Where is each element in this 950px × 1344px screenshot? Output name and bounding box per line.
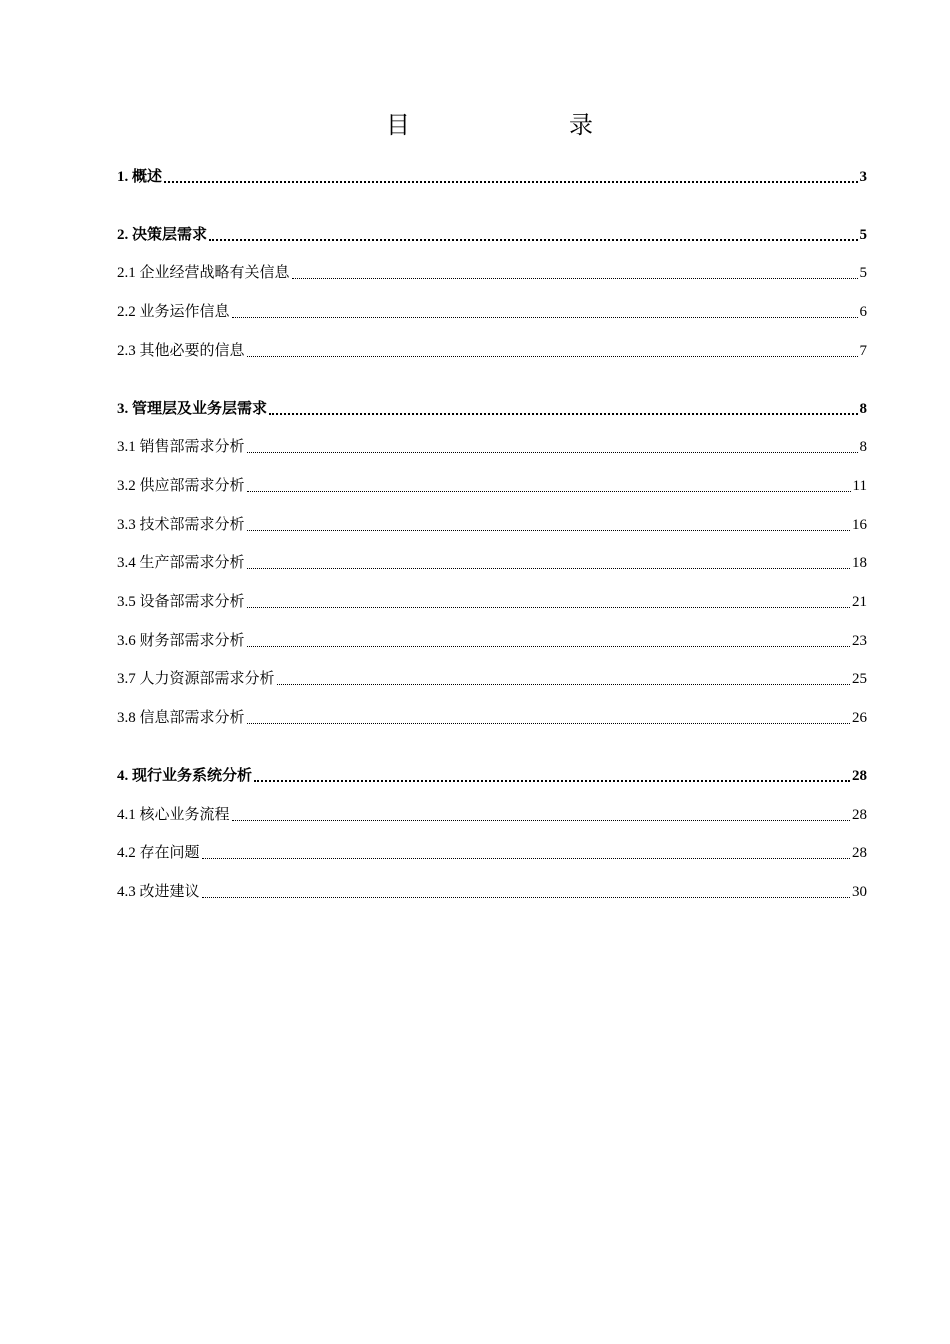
toc-entry[interactable]: [117, 298, 867, 322]
toc-entry[interactable]: [117, 221, 867, 245]
toc-entry[interactable]: [117, 878, 867, 902]
toc-entry-label: 4. 现行业务系统分析: [117, 768, 253, 784]
toc-leader-dots: [232, 317, 858, 318]
toc-entry[interactable]: [117, 511, 867, 535]
toc-entry-label: 4.2 存在问题: [117, 845, 200, 861]
toc-entry-label: 3.2 供应部需求分析: [117, 478, 245, 494]
toc-leader-dots: [247, 723, 850, 724]
toc-entry-label: 4.3 改进建议: [117, 884, 200, 900]
toc-entry-label: 2.2 业务运作信息: [117, 304, 230, 320]
toc-entry-label: 3.4 生产部需求分析: [117, 555, 245, 571]
toc-leader-dots: [254, 780, 850, 782]
toc-entry[interactable]: [117, 665, 867, 689]
toc-leader-dots: [277, 684, 850, 685]
toc-entry-label: 2. 决策层需求: [117, 227, 208, 243]
toc-entry-label: 3. 管理层及业务层需求: [117, 401, 268, 417]
toc-leader-dots: [247, 356, 858, 357]
toc-entry-page: 8: [859, 401, 867, 417]
toc-entry-page: 18: [852, 555, 867, 571]
toc-entry[interactable]: [117, 337, 867, 361]
toc-leader-dots: [247, 646, 850, 647]
toc-leader-dots: [202, 858, 850, 859]
toc-entry-label: 4.1 核心业务流程: [117, 807, 230, 823]
toc-entry-page: 28: [852, 768, 867, 784]
toc-entry-label: 2.1 企业经营战略有关信息: [117, 265, 290, 281]
toc-entry-label: 3.1 销售部需求分析: [117, 439, 245, 455]
toc-entry[interactable]: [117, 627, 867, 651]
toc-entry-page: 25: [852, 671, 867, 687]
toc-entry[interactable]: [117, 549, 867, 573]
toc-leader-dots: [292, 278, 858, 279]
toc-entry-page: 6: [859, 304, 867, 320]
toc-leader-dots: [247, 452, 858, 453]
toc-entry-page: 28: [852, 807, 867, 823]
toc-entry[interactable]: [117, 704, 867, 728]
toc-leader-dots: [202, 897, 850, 898]
toc-entry-label: 3.5 设备部需求分析: [117, 594, 245, 610]
toc-entry-label: 3.3 技术部需求分析: [117, 517, 245, 533]
toc-entry[interactable]: [117, 433, 867, 457]
toc-title: [0, 108, 950, 142]
toc-entry-label: 3.7 人力资源部需求分析: [117, 671, 275, 687]
toc-entry-page: 23: [852, 633, 867, 649]
toc-entry-page: 11: [852, 478, 867, 494]
toc-leader-dots: [232, 820, 850, 821]
toc-entry[interactable]: [117, 163, 867, 187]
toc-leader-dots: [247, 530, 850, 531]
toc-entry-page: 7: [859, 343, 867, 359]
toc-entry[interactable]: [117, 472, 867, 496]
toc-entry-page: 5: [859, 265, 867, 281]
toc-leader-dots: [269, 413, 857, 415]
toc-entry-page: 28: [852, 845, 867, 861]
toc-title-char-1: 目: [386, 111, 410, 139]
toc-entry[interactable]: [117, 762, 867, 786]
toc-entry[interactable]: [117, 395, 867, 419]
toc-title-char-2: 录: [569, 111, 593, 139]
toc-entry-label: 1. 概述: [117, 169, 163, 185]
toc-entry-page: 26: [852, 710, 867, 726]
toc-entry-page: 8: [859, 439, 867, 455]
toc-entry-page: 5: [859, 227, 867, 243]
toc-entry-label: 2.3 其他必要的信息: [117, 343, 245, 359]
toc-entry-label: 3.6 财务部需求分析: [117, 633, 245, 649]
toc-entry-label: 3.8 信息部需求分析: [117, 710, 245, 726]
toc-entry-page: 16: [852, 517, 867, 533]
toc-entry[interactable]: [117, 259, 867, 283]
toc-leader-dots: [247, 607, 850, 608]
toc-leader-dots: [164, 181, 857, 183]
toc-entry[interactable]: [117, 839, 867, 863]
toc-leader-dots: [247, 568, 850, 569]
toc-entry-page: 3: [859, 169, 867, 185]
toc-entry[interactable]: [117, 801, 867, 825]
toc-entry-page: 21: [852, 594, 867, 610]
toc-entry-page: 30: [852, 884, 867, 900]
toc-leader-dots: [209, 239, 857, 241]
toc-entry[interactable]: [117, 588, 867, 612]
toc-leader-dots: [247, 491, 851, 492]
